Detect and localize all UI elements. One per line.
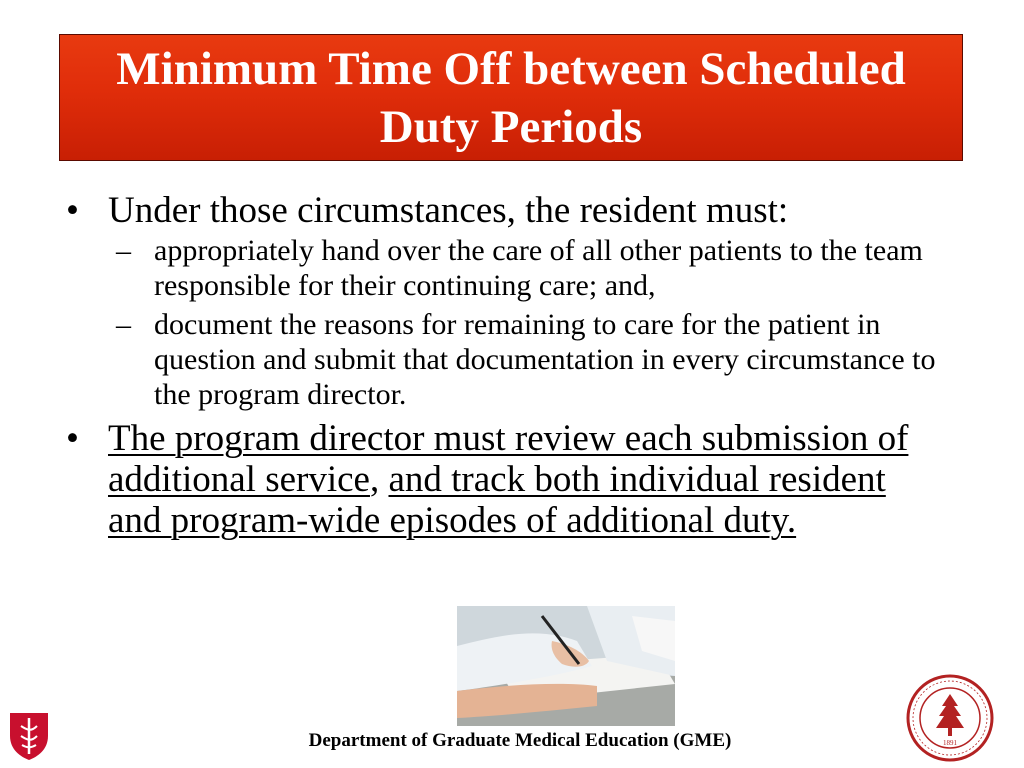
separator: , xyxy=(369,459,389,500)
sub-list xyxy=(116,233,946,412)
dash-marker: – xyxy=(116,234,131,267)
dash-marker: – xyxy=(116,308,131,341)
bullet-marker: • xyxy=(66,190,79,231)
slide-content xyxy=(66,190,946,541)
bullet-item xyxy=(66,418,946,541)
sub-item-text: appropriately hand over the care of all other patients to the team responsible for their continuing care; and, xyxy=(154,234,923,302)
bullet-text: Under those circumstances, the resident must: xyxy=(108,190,789,231)
footer-text: Department of Graduate Medical Education (GME) xyxy=(308,730,732,751)
bullet-item xyxy=(66,190,946,231)
underlined-phrase: and track both individual resident and program-wide episodes of additional duty. xyxy=(108,459,886,541)
bullet-marker: • xyxy=(66,418,79,459)
seal-year: 1891 xyxy=(943,739,957,747)
photo-illustration xyxy=(457,606,675,726)
bullet-text-underlined xyxy=(108,418,938,541)
sub-item-text: document the reasons for remaining to care for the patient in question and submit that documentation in every circumstance to the program director. xyxy=(154,308,936,411)
hand-writing-photo xyxy=(457,606,675,726)
sub-item xyxy=(116,307,946,412)
title-banner xyxy=(59,34,963,161)
underlined-phrase: The program director must review each submission of additional service xyxy=(108,418,909,500)
slide-title: Minimum Time Off between Scheduled Duty Periods xyxy=(116,42,906,153)
sub-item xyxy=(116,233,946,303)
